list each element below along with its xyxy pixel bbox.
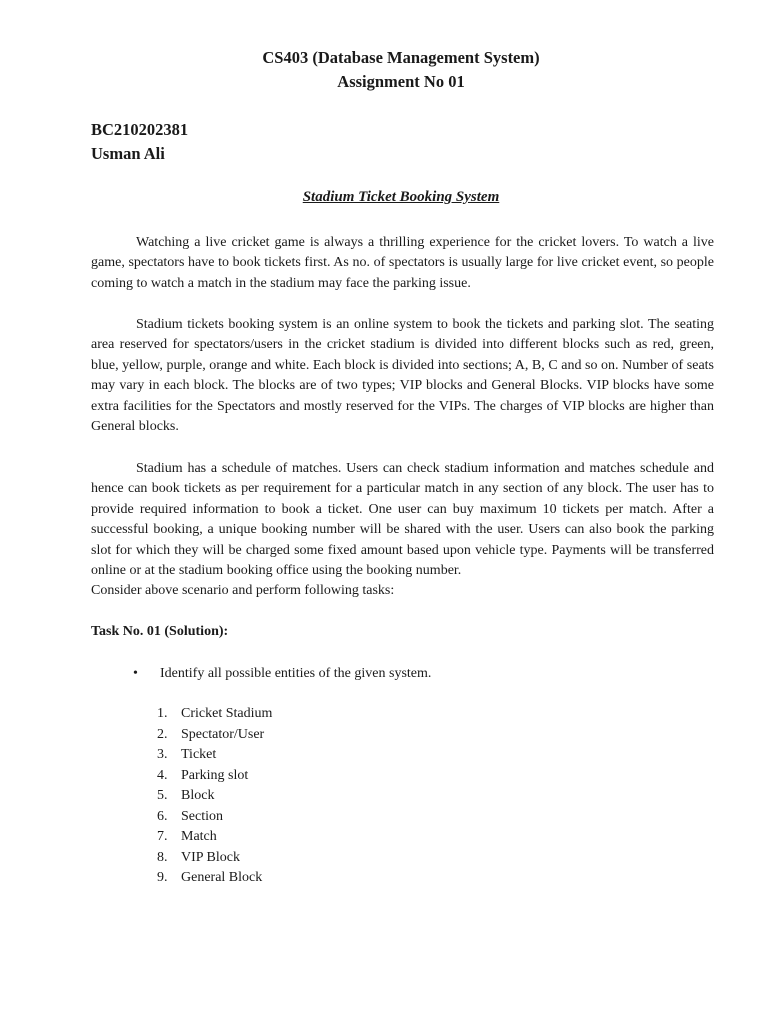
list-item-number: 2.: [157, 726, 168, 742]
list-item-label: Match: [181, 829, 217, 844]
list-item-number: 7.: [157, 829, 168, 844]
list-item: [157, 745, 272, 766]
list-item: [157, 868, 272, 889]
list-item-label: Section: [181, 808, 223, 824]
student-id: BC210202381: [91, 120, 189, 139]
list-item: [157, 704, 272, 725]
list-item: [157, 807, 272, 828]
paragraph-intro: Watching a live cricket game is always a thrilling experience for the cricket lovers. To watch a live game, spectators have to book tickets first. As no. of spectators is usually large for live cricket event, so people coming to watch a match in the stadium may face the parking issue.: [91, 235, 714, 291]
list-item: [157, 827, 272, 848]
entity-list: [157, 704, 272, 889]
list-item: [157, 786, 272, 807]
list-item-label: Ticket: [181, 747, 217, 762]
list-item: [157, 848, 272, 869]
list-item: [157, 766, 272, 787]
list-item-label: Spectator/User: [181, 726, 265, 742]
list-item-label: General Block: [181, 870, 263, 885]
list-item: [157, 725, 272, 746]
student-name: Usman Ali: [91, 144, 165, 163]
list-item-number: 6.: [157, 808, 168, 824]
course-title: CS403 (Database Management System): [262, 48, 540, 67]
list-item-label: Cricket Stadium: [181, 706, 273, 721]
closing-line: Consider above scenario and perform following tasks:: [91, 583, 395, 599]
list-item-number: 4.: [157, 767, 168, 783]
list-item-label: VIP Block: [181, 849, 240, 865]
assignment-title: Assignment No 01: [337, 72, 465, 91]
bullet-icon: •: [133, 666, 138, 681]
document-heading: Stadium Ticket Booking System: [302, 189, 500, 205]
task-bullet: [133, 664, 431, 684]
list-item-label: Block: [181, 788, 215, 803]
task-bullet-text: Identify all possible entities of the given system.: [160, 666, 432, 681]
list-item-number: 3.: [157, 747, 168, 762]
list-item-label: Parking slot: [181, 767, 249, 783]
list-item-number: 9.: [157, 870, 168, 885]
paragraph-system-description: Stadium tickets booking system is an online system to book the tickets and parking slot. The seating area reserved for spectators/users in the cricket stadium is divided into different blocks such as red, green, blue, yellow, purple, orange and white. Each block is divided into sections; A, B, C and so on. Number of seats may vary in each block. The blocks are of two types; VIP blocks and General Blocks. VIP blocks have some extra facilities for the Spectators and mostly reserved for the VIPs. The charges of VIP blocks are higher than General blocks.: [91, 317, 714, 435]
list-item-number: 1.: [157, 706, 168, 721]
list-item-number: 8.: [157, 849, 168, 865]
paragraph-schedule: [91, 459, 714, 602]
task-heading: Task No. 01 (Solution):: [91, 624, 229, 639]
paragraph-schedule-text: Stadium has a schedule of matches. Users can check stadium information and matches schedule and hence can book tickets as per requirement for a particular match in any section of any block. The user has to provide required information to book a ticket. One user can buy maximum 10 tickets per match. After a successful booking, a unique booking number will be shared with the user. Users can also book the parking slot for which they will be charged some fixed amount based upon vehicle type. Payments will be transferred online or at the stadium booking office using the booking number.: [91, 461, 714, 579]
list-item-number: 5.: [157, 788, 168, 803]
